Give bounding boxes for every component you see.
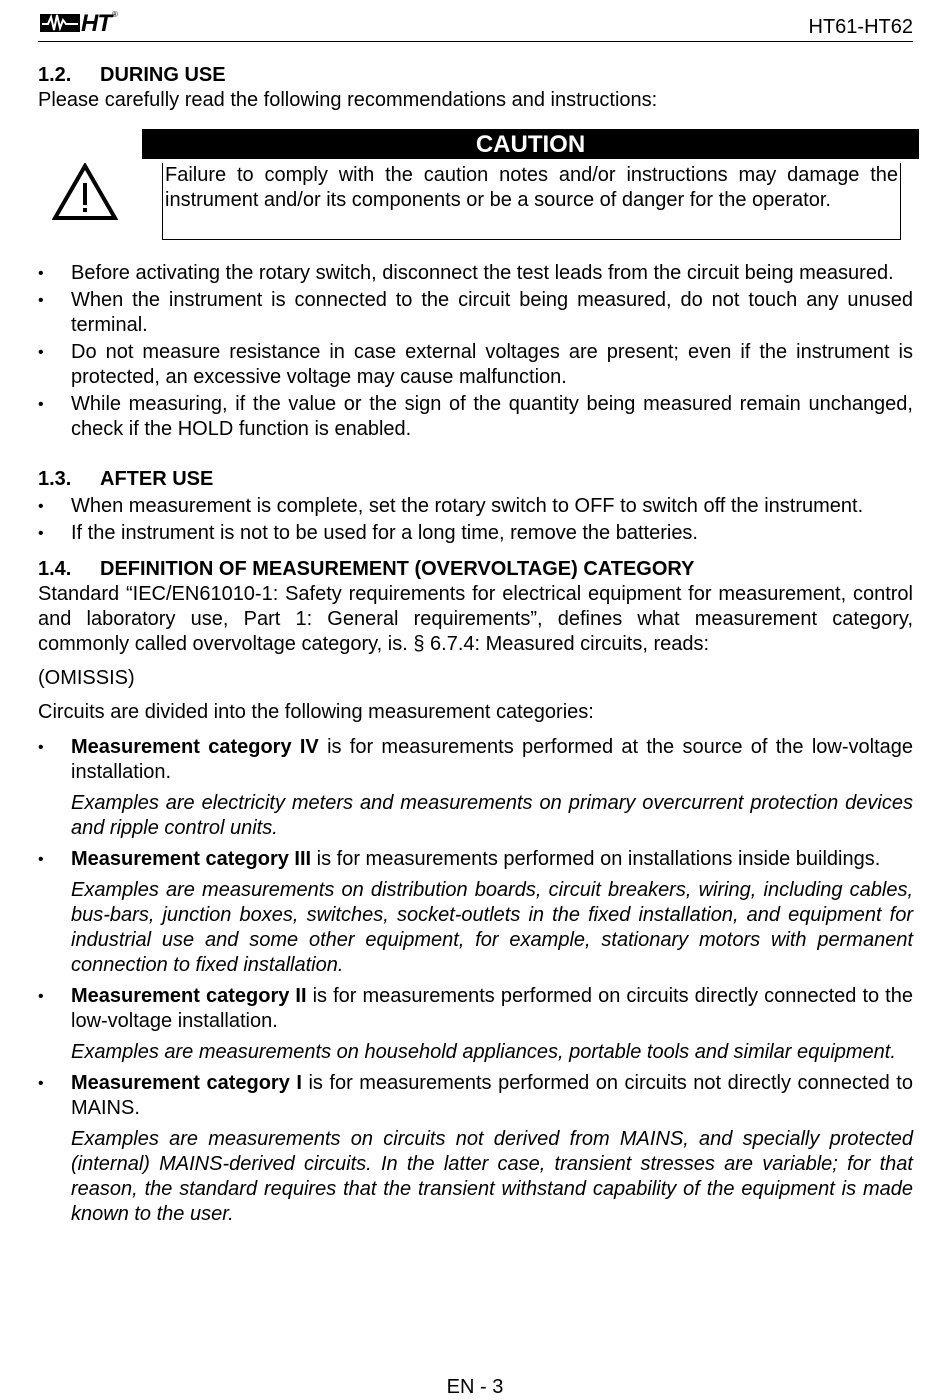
omissis-text: (OMISSIS): [38, 667, 135, 689]
section-number: 1.2.: [38, 64, 72, 86]
section-heading-1-4: [38, 557, 913, 582]
logo-wave-icon: [40, 11, 80, 35]
categories-list: [38, 735, 913, 785]
list-item: • Before activating the rotary switch, disconnect the test leads from the circuit being measured.: [38, 261, 913, 286]
list-item: • Do not measure resistance in case external voltages are present; even if the instrument is protected, an excessive voltage may cause malfunction.: [38, 340, 913, 390]
model-name: HT61-HT62: [808, 16, 913, 38]
caution-text: Failure to comply with the caution notes and/or instructions may damage the instrument and/or its components or be a source of danger for the operator.: [165, 164, 898, 211]
list-item: • If the instrument is not to be used for a long time, remove the batteries.: [38, 521, 913, 546]
page-number: EN - 3: [446, 1376, 504, 1398]
category-example: Examples are measurements on distribution boards, circuit breakers, wiring, including cables, bus-bars, junction boxes, switches, socket-outlets in the fixed installation, and equipment for industrial use and some other equipment, for example, stationary motors with permanent connection to fixed installation.: [71, 879, 913, 976]
category-desc: is for measurements performed at the source of the low-voltage installation.: [71, 736, 913, 783]
section-title: AFTER USE: [100, 468, 214, 490]
section-heading-1-3: [38, 467, 913, 492]
category-item: [38, 1071, 913, 1121]
list-item: • While measuring, if the value or the sign of the quantity being measured remain unchanged, check if the HOLD function is enabled.: [38, 392, 913, 442]
categories-list: [38, 984, 913, 1034]
page-content: [38, 63, 913, 1227]
category-name: Measurement category I: [71, 1072, 302, 1094]
category-desc: is for measurements performed on installations inside buildings.: [311, 848, 881, 870]
list-item: • When measurement is complete, set the rotary switch to OFF to switch off the instrument.: [38, 494, 913, 519]
category-item: [38, 847, 913, 872]
category-name: Measurement category II: [71, 985, 307, 1007]
category-name: Measurement category III: [71, 848, 312, 870]
section-number: 1.4.: [38, 558, 72, 580]
category-desc: is for measurements performed on circuits not directly connected to MAINS.: [71, 1072, 913, 1119]
logo-text: HT: [81, 9, 111, 37]
section-intro: Please carefully read the following recommendations and instructions:: [38, 89, 658, 111]
caution-block: [38, 129, 913, 247]
category-example: Examples are measurements on circuits not derived from MAINS, and specially protected (internal) MAINS-derived circuits. In the latter case, transient stresses are variable; for that reason, the standard requires that the transient withstand capability of the equipment is made known to the user.: [71, 1128, 913, 1225]
during-use-list: [38, 261, 913, 442]
section-number: 1.3.: [38, 468, 72, 490]
section-heading-1-2: [38, 63, 913, 88]
circuits-intro: Circuits are divided into the following measurement categories:: [38, 701, 594, 723]
category-name: Measurement category IV: [71, 736, 319, 758]
categories-list: [38, 847, 913, 872]
caution-box: [162, 163, 901, 240]
ht-logo: [40, 10, 128, 36]
logo-registered-mark: ®: [112, 9, 118, 19]
category-item: [38, 735, 913, 785]
after-use-list: [38, 494, 913, 546]
section-title: DURING USE: [100, 64, 226, 86]
category-desc: is for measurements performed on circuits directly connected to the low-voltage installation.: [71, 985, 913, 1032]
section-title: DEFINITION OF MEASUREMENT (OVERVOLTAGE) CATEGORY: [100, 558, 695, 580]
category-example: Examples are measurements on household appliances, portable tools and similar equipment.: [71, 1041, 896, 1063]
standard-paragraph: Standard “IEC/EN61010-1: Safety requirements for electrical equipment for measurement, control and laboratory use, Part 1: General requirements”, defines what measurement category, commonly called overvoltage category, is. § 6.7.4: Measured circuits, reads:: [38, 583, 913, 655]
warning-triangle-icon: [52, 163, 118, 221]
category-example: Examples are electricity meters and measurements on primary overcurrent protection devices and ripple control units.: [71, 792, 913, 839]
categories-list: [38, 1071, 913, 1121]
category-item: [38, 984, 913, 1034]
page-header: [38, 8, 913, 42]
caution-title: CAUTION: [142, 129, 919, 159]
list-item: • When the instrument is connected to the circuit being measured, do not touch any unused terminal.: [38, 288, 913, 338]
